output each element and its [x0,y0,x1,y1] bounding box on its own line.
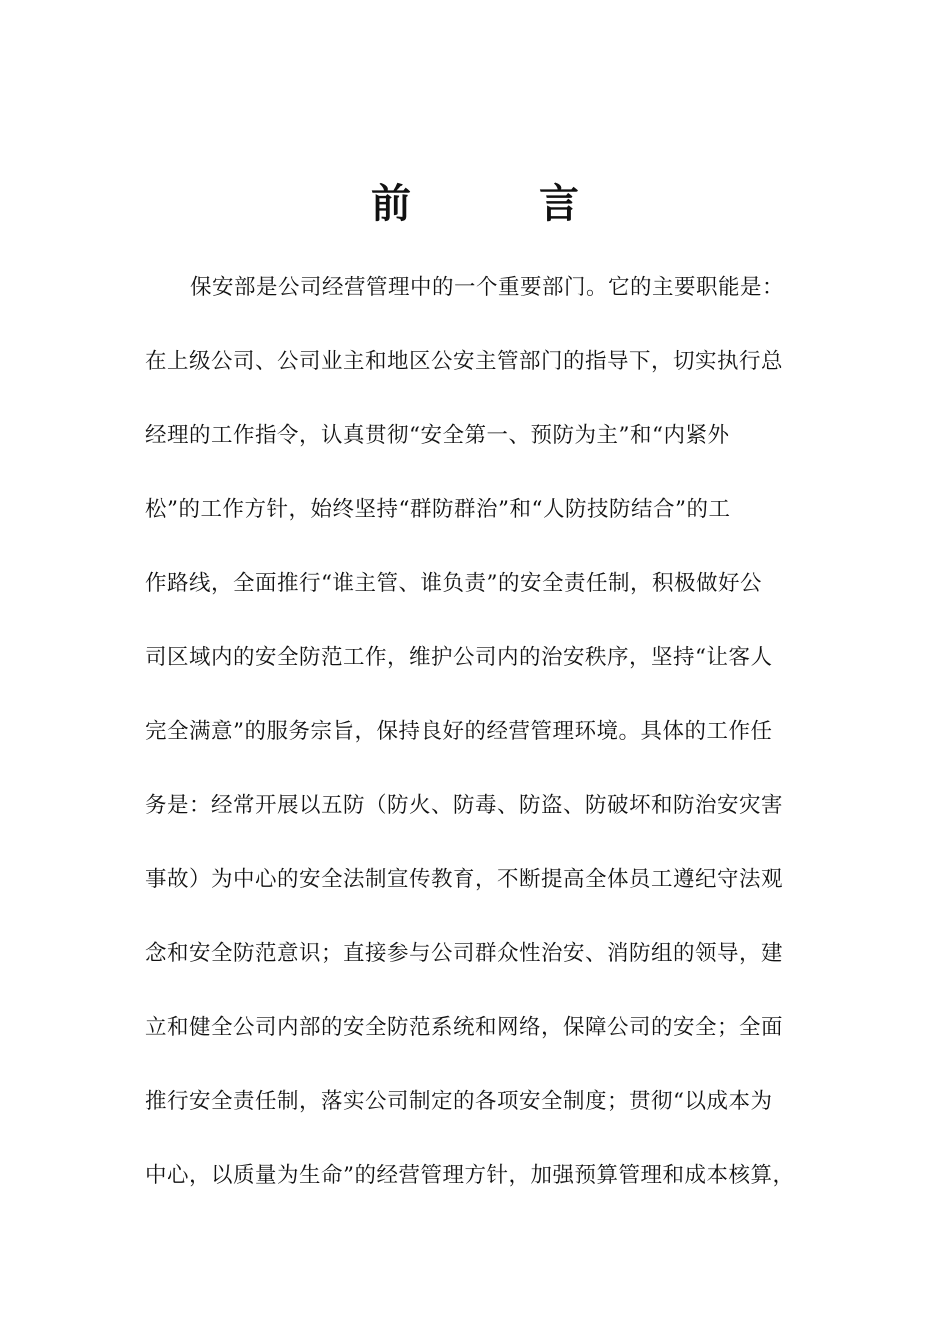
paragraph-line-9: 事故）为中心的安全法制宣传教育，不断提高全体员工遵纪守法观 [145,867,784,892]
paragraph-line-11: 立和健全公司内部的安全防范系统和网络，保障公司的安全；全面 [145,1015,784,1040]
paragraph-line-3: 经理的工作指令，认真贯彻“安全第一、预防为主”和“内紧外 [145,423,730,448]
paragraph-line-12: 推行安全责任制，落实公司制定的各项安全制度；贯彻“以成本为 [145,1089,773,1114]
paragraph-line-5: 作路线，全面推行“谁主管、谁负责”的安全责任制，积极做好公 [145,571,762,596]
paragraph-line-1: 保安部是公司经营管理中的一个重要部门。它的主要职能是： [190,275,785,300]
paragraph-line-10: 念和安全防范意识；直接参与公司群众性治安、消防组的领导，建 [145,941,784,966]
paragraph-line-7: 完全满意”的服务宗旨，保持良好的经营管理环境。具体的工作任 [145,719,773,744]
paragraph-line-13: 中心，以质量为生命”的经营管理方针，加强预算管理和成本核算， [145,1163,795,1188]
title-char-2: 言 [539,180,579,227]
paragraph-line-8: 务是：经常开展以五防（防火、防毒、防盗、防破坏和防治安灾害 [145,793,784,818]
paragraph-line-2: 在上级公司、公司业主和地区公安主管部门的指导下，切实执行总 [145,349,784,374]
title-char-1: 前 [371,180,411,227]
body-paragraph [145,268,805,1230]
paragraph-line-6: 司区域内的安全防范工作，维护公司内的治安秩序，坚持“让客人 [145,645,773,670]
page-title [0,178,950,230]
paragraph-line-4: 松”的工作方针，始终坚持“群防群治”和“人防技防结合”的工 [145,497,731,522]
